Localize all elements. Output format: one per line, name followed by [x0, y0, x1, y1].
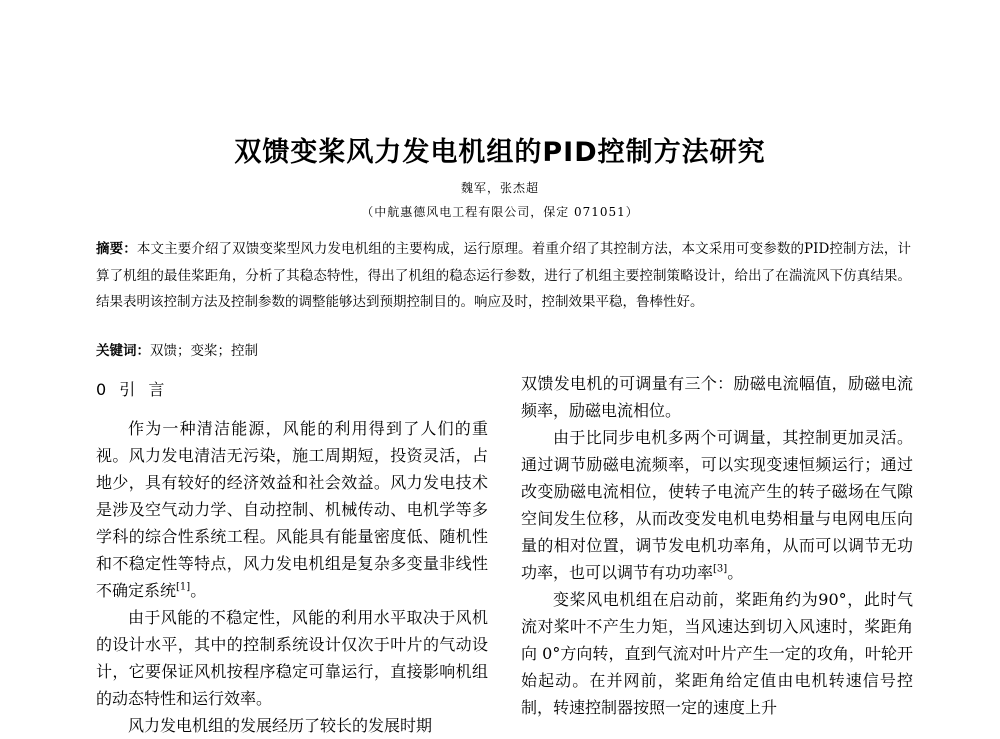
paragraph-text: 作为一种清洁能源，风能的利用得到了人们的重视。风力发电清洁无污染，施工周期短，投资灵活，占地少，具有较好的经济效益和社会效益。风力发电技术是涉及空气动力学、自动控制、机械传动、电机学等多学科的综合性系统工程。风能具有能量密度低、随机性和不稳定性等特点，风力发电机组是复杂多变量非线性不确定系统 — [96, 419, 488, 600]
paper-title: 双馈变桨风力发电机组的PID控制方法研究 — [234, 137, 766, 168]
paragraph — [521, 424, 913, 586]
keywords-label: 关键词： — [96, 343, 150, 359]
paragraph-end: 。 — [190, 581, 207, 600]
affiliation: （中航惠德风电工程有限公司，保定 071051） — [361, 205, 639, 219]
paragraph: 由于风能的不稳定性，风能的利用水平取决于风机的设计水平，其中的控制系统设计仅次于叶片的气动设计，它要保证风机按程序稳定可靠运行，直接影响机组的动态特性和运行效率。 — [96, 608, 488, 708]
paragraph: 风力发电机组的发展经历了较长的发展时期 — [128, 716, 433, 735]
keywords — [96, 341, 911, 361]
left-column — [96, 370, 488, 739]
keywords-text: 双馈；变桨；控制 — [150, 343, 258, 359]
citation: [1] — [176, 581, 191, 593]
paragraph-end: 。 — [727, 563, 744, 582]
section-heading: 0 引 言 — [96, 380, 169, 399]
right-column — [521, 370, 913, 721]
paragraph: 变桨风电机组在启动前，桨距角约为90°，此时气流对桨叶不产生力矩，当风速达到切入风速时，桨距角向 0°方向转，直到气流对叶片产生一定的攻角，叶轮开始起动。在并网前，桨距角给定值由电机转速信号控制，转速控制器按照一定的速度上升 — [521, 590, 913, 717]
abstract — [96, 236, 911, 316]
authors: 魏军，张杰超 — [460, 181, 539, 195]
paragraph-text: 由于比同步电机多两个可调量，其控制更加灵活。通过调节励磁电流频率，可以实现变速恒频运行；通过改变励磁电流相位，使转子电流产生的转子磁场在气隙空间发生位移，从而改变发电机电势相量与电网电压向量的相对位置，调节发电机功率角，从而可以调节无功功率，也可以调节有功功率 — [521, 428, 913, 582]
paragraph — [96, 415, 488, 604]
citation: [3] — [713, 563, 728, 575]
abstract-label: 摘要： — [96, 241, 137, 257]
abstract-text: 本文主要介绍了双馈变桨型风力发电机组的主要构成，运行原理。着重介绍了其控制方法，本文采用可变参数的PID控制方法，计算了机组的最佳桨距角，分析了其稳态特性，得出了机组的稳态运行参数，进行了机组主要控制策略设计，给出了在湍流风下仿真结果。结果表明该控制方法及控制参数的调整能够达到预期控制目的。响应及时，控制效果平稳，鲁棒性好。 — [96, 241, 911, 310]
paragraph: 双馈发电机的可调量有三个：励磁电流幅值，励磁电流频率，励磁电流相位。 — [521, 374, 913, 420]
